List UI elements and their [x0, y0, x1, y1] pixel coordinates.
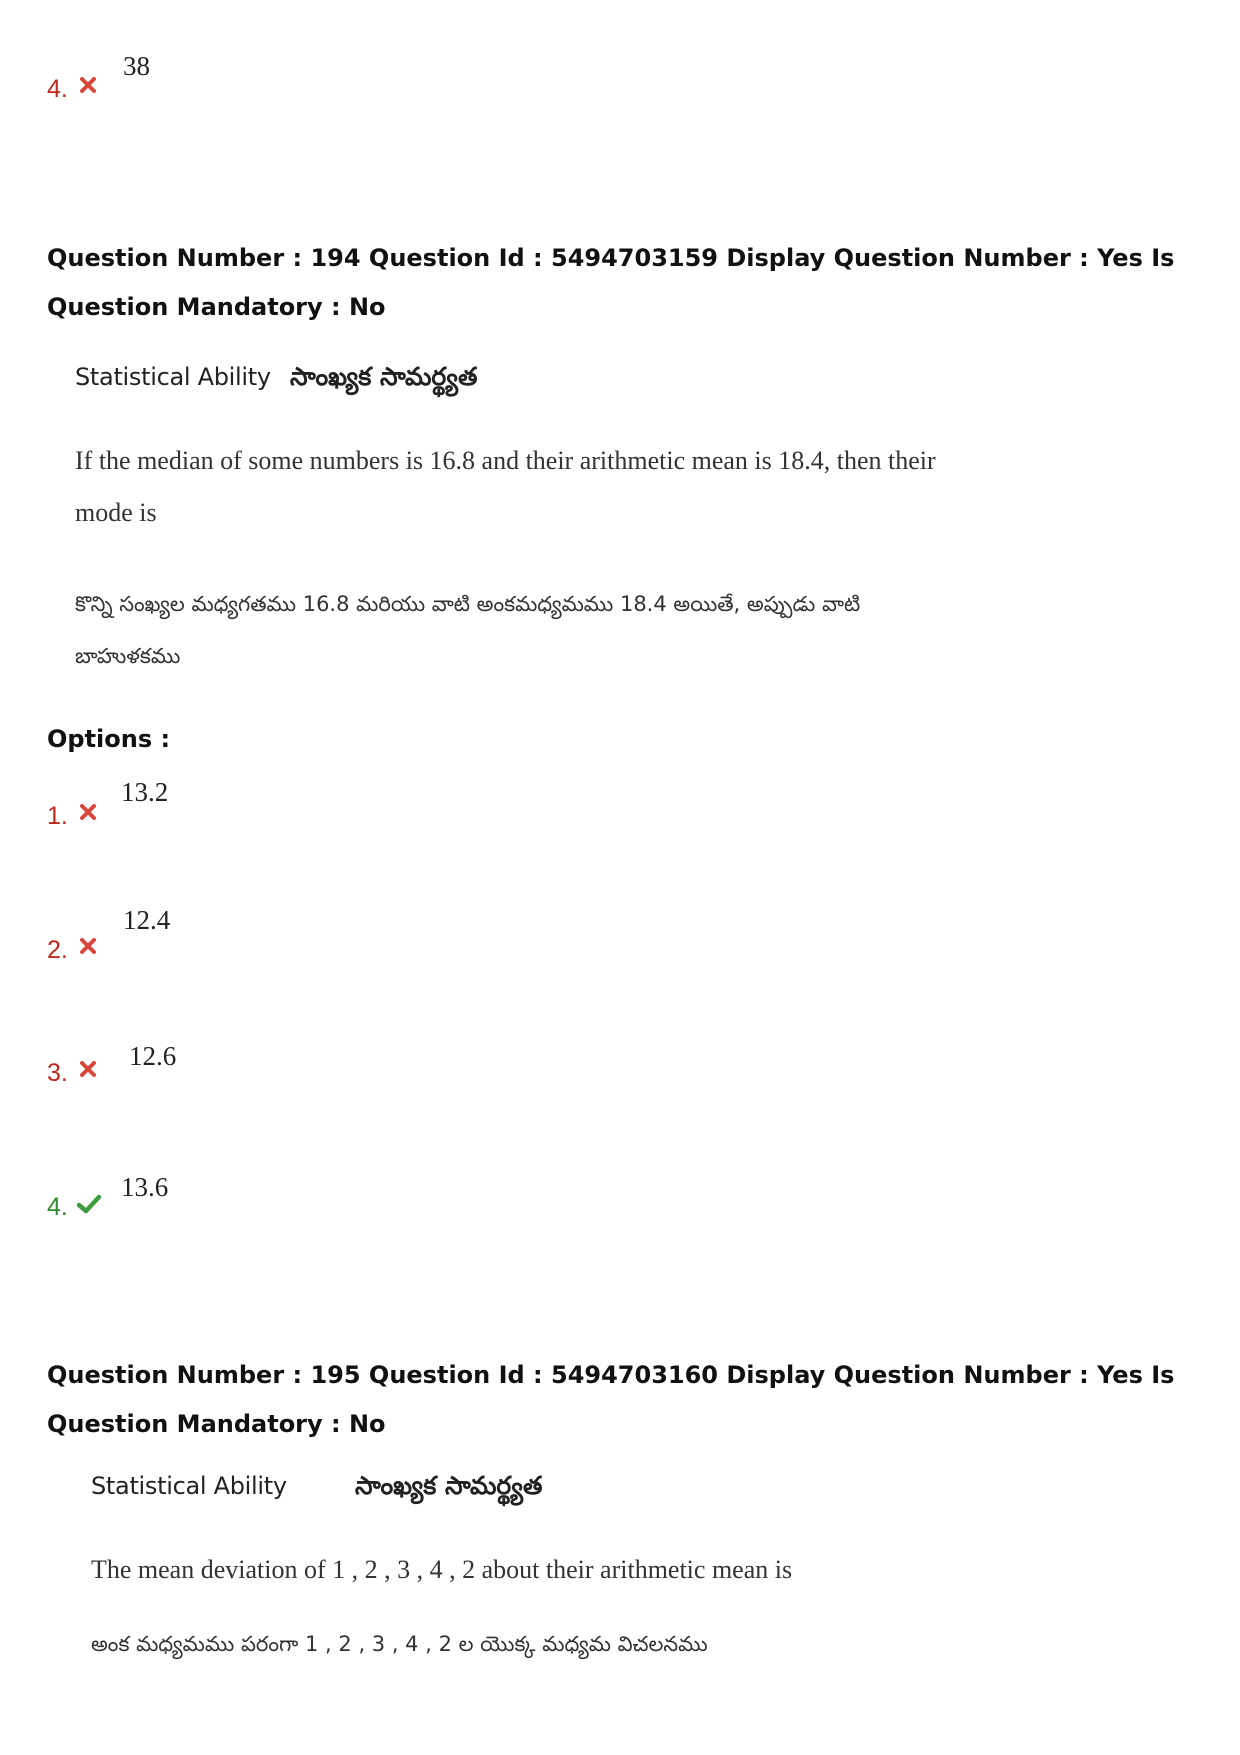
option-number: 2. [47, 936, 68, 964]
option-number: 1. [47, 802, 68, 830]
option-value: 38 [123, 51, 150, 81]
subject-label-en: Statistical Ability [91, 1472, 287, 1500]
question-header: Question Number : 194 Question Id : 5494703159 Display Question Number : Yes Is Question Mandatory : No [47, 244, 1175, 321]
subject-label-te: సాంఖ్యక సామర్థ్యత [290, 362, 478, 391]
cross-icon [77, 74, 99, 96]
question-text-en-cont: mode is [75, 498, 157, 527]
subject-label-te: సాంఖ్యక సామర్థ్యత [355, 1471, 543, 1500]
question-text-te-cont: బాహుళకము [75, 644, 181, 668]
question-text-te: కొన్ని సంఖ్యల మధ్యగతము 16.8 మరియు వాటి అంకమధ్యమము 18.4 అయితే, అప్పుడు వాటి [75, 592, 861, 616]
cross-icon [77, 935, 99, 957]
option-value: 12.6 [129, 1041, 177, 1071]
check-icon [76, 1193, 102, 1215]
option-value: 13.6 [121, 1172, 169, 1202]
question-text-te: అంక మధ్యమము పరంగా 1 , 2 , 3 , 4 , 2 ల యొక్క మధ్యమ విచలనము [91, 1632, 708, 1656]
option-value: 13.2 [121, 777, 169, 807]
cross-icon [77, 801, 99, 823]
option-number: 4. [47, 75, 68, 103]
question-text-en: The mean deviation of 1 , 2 , 3 , 4 , 2 about their arithmetic mean is [91, 1555, 793, 1584]
option-number: 3. [47, 1059, 68, 1087]
question-text-en: If the median of some numbers is 16.8 and their arithmetic mean is 18.4, then their [75, 446, 936, 475]
option-number: 4. [47, 1193, 68, 1221]
subject-label-en: Statistical Ability [75, 363, 271, 391]
option-value: 12.4 [123, 905, 171, 935]
options-label: Options : [47, 725, 171, 753]
question-header: Question Number : 195 Question Id : 5494703160 Display Question Number : Yes Is Question Mandatory : No [47, 1361, 1175, 1438]
cross-icon [77, 1058, 99, 1080]
